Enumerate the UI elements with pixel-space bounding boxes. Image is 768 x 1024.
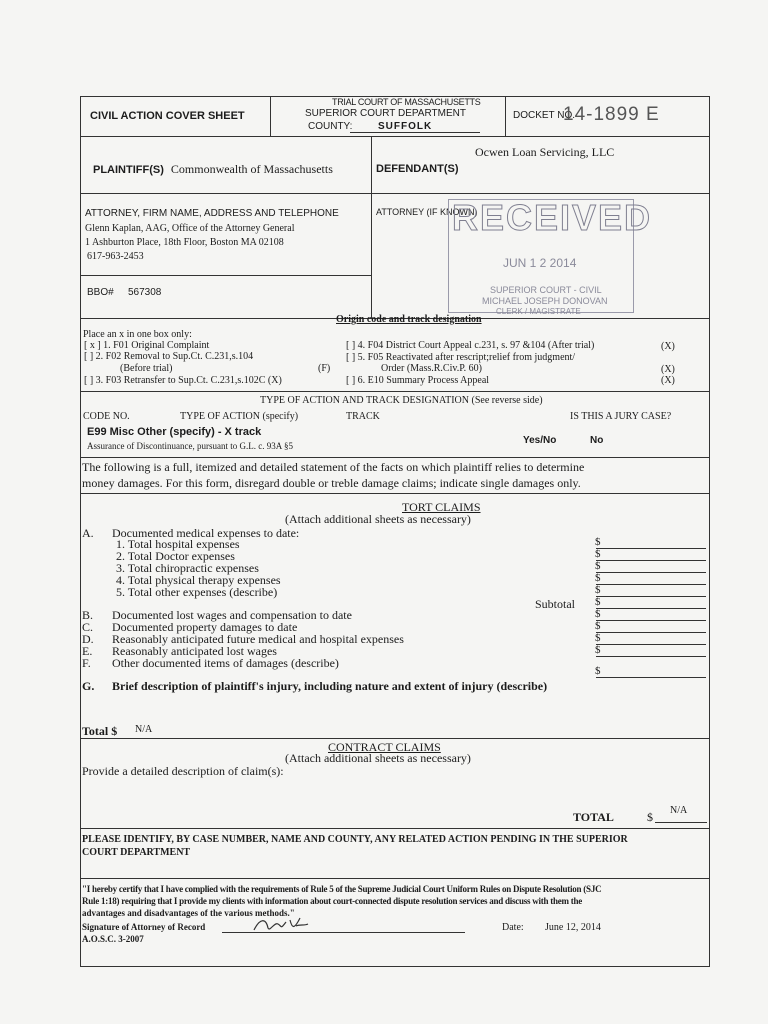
origin-option-2-code: (F) — [318, 363, 331, 374]
frame-bottom — [80, 966, 710, 967]
defendant-attorney-label: ATTORNEY (IF KNOWN) — [376, 207, 478, 217]
tort-e-text: Reasonably anticipated lost wages — [112, 644, 277, 658]
tort-a-letter: A. — [82, 526, 94, 540]
docket-label: DOCKET NO. — [513, 110, 576, 121]
attorney-label: ATTORNEY, FIRM NAME, ADDRESS AND TELEPHONE — [85, 208, 339, 219]
dollar-sign: $ — [595, 584, 601, 596]
statement-line1: The following is a full, itemized and detailed statement of the facts on which plaintiff relies to determine — [82, 460, 585, 474]
form-title: CIVIL ACTION COVER SHEET — [90, 110, 245, 122]
tort-c-text: Documented property damages to date — [112, 620, 298, 634]
stamp-line1: SUPERIOR COURT - CIVIL — [490, 285, 602, 295]
signature-image — [250, 914, 310, 934]
tort-g-text: Brief description of plaintiff's injury, including nature and extent of injury (describe) — [112, 679, 548, 693]
plaintiff-label: PLAINTIFF(S) — [93, 164, 164, 176]
amount-line[interactable] — [596, 596, 706, 597]
dollar-sign: $ — [595, 548, 601, 560]
stamp-line3: CLERK / MAGISTRATE — [496, 307, 581, 316]
code-label: CODE NO. — [83, 411, 130, 422]
amount-line[interactable] — [596, 608, 706, 609]
origin-option-2: [ ] 2. F02 Removal to Sup.Ct. C.231,s.104 — [84, 351, 254, 362]
origin-option-1: [ x ] 1. F01 Original Complaint — [84, 340, 210, 351]
tort-d-letter: D. — [82, 632, 94, 646]
tort-f-text: Other documented items of damages (describe) — [112, 656, 339, 670]
origin-instruction: Place an x in one box only: — [83, 329, 192, 340]
stamp-date: JUN 1 2 2014 — [503, 256, 577, 270]
stamp-line2: MICHAEL JOSEPH DONOVAN — [482, 296, 608, 306]
attorney-name: Glenn Kaplan, AAG, Office of the Attorney General — [85, 223, 295, 234]
dollar-sign: $ — [595, 665, 601, 677]
tort-e-letter: E. — [82, 644, 93, 658]
origin-option-4-code: (X) — [661, 341, 675, 352]
tort-b-letter: B. — [82, 608, 94, 622]
court-department: SUPERIOR COURT DEPARTMENT — [305, 108, 466, 119]
amount-line[interactable] — [596, 656, 706, 657]
form-number: A.O.S.C. 3-2007 — [82, 934, 144, 944]
origin-option-2-note: (Before trial) — [120, 363, 173, 374]
date-value: June 12, 2014 — [545, 922, 601, 933]
type-title: TYPE OF ACTION AND TRACK DESIGNATION (See reverse side) — [260, 395, 543, 406]
tort-subtotal: Subtotal — [535, 597, 576, 611]
bbo-label: BBO# — [87, 287, 114, 298]
origin-option-4: [ ] 4. F04 District Court Appeal c.231, s. 97 &104 (After trial) — [346, 340, 595, 351]
related-line1: PLEASE IDENTIFY, BY CASE NUMBER, NAME AND COUNTY, ANY RELATED ACTION PENDING IN THE SUPERIOR — [82, 834, 628, 845]
tort-item-2: 2. Total Doctor expenses — [116, 549, 235, 563]
signature-label: Signature of Attorney of Record — [82, 922, 206, 932]
date-label: Date: — [502, 922, 524, 933]
amount-line[interactable] — [596, 620, 706, 621]
contract-total-label: TOTAL — [573, 810, 614, 824]
frame-left — [80, 96, 81, 966]
track-label: TRACK — [346, 411, 380, 422]
certify-line3: advantages and disadvantages of the various methods." — [82, 908, 295, 918]
amount-line[interactable] — [596, 632, 706, 633]
dollar-sign: $ — [595, 632, 601, 644]
tort-d-text: Reasonably anticipated future medical and hospital expenses — [112, 632, 404, 646]
plaintiff-value: Commonwealth of Massachusetts — [170, 162, 333, 176]
dollar-sign: $ — [595, 536, 601, 548]
tort-b-text: Documented lost wages and compensation to date — [112, 608, 352, 622]
dollar-sign: $ — [595, 644, 601, 656]
contract-title: CONTRACT CLAIMS — [328, 740, 441, 754]
dollar-sign: $ — [595, 596, 601, 608]
court-name: TRIAL COURT OF MASSACHUSETTS — [332, 97, 481, 107]
dollar-sign: $ — [595, 620, 601, 632]
contract-total-dollar: $ — [647, 810, 653, 824]
plaintiff-line — [93, 160, 333, 178]
origin-option-5: [ ] 5. F05 Reactivated after rescript;relief from judgment/ — [346, 352, 576, 363]
tort-c-letter: C. — [82, 620, 94, 634]
county-value: SUFFOLK — [378, 121, 433, 132]
amount-line[interactable] — [596, 644, 706, 645]
amount-line[interactable] — [596, 584, 706, 585]
tort-title: TORT CLAIMS — [402, 500, 481, 514]
contract-total-value: N/A — [670, 805, 688, 816]
attorney-address: 1 Ashburton Place, 18th Floor, Boston MA 02108 — [85, 237, 284, 248]
origin-option-6-code: (X) — [661, 375, 675, 386]
defendant-label: DEFENDANT(S) — [376, 163, 459, 175]
dollar-sign: $ — [595, 560, 601, 572]
attorney-phone: 617-963-2453 — [87, 251, 144, 262]
tort-item-4: 4. Total physical therapy expenses — [116, 573, 281, 587]
tort-g-letter: G. — [82, 679, 95, 693]
yesno-label: Yes/No — [523, 435, 557, 446]
amount-line[interactable] — [596, 560, 706, 561]
tort-item-3: 3. Total chiropractic expenses — [116, 561, 259, 575]
origin-title: Origin code and track designation — [336, 314, 482, 325]
tort-item-5: 5. Total other expenses (describe) — [116, 585, 278, 599]
tort-a-text: Documented medical expenses to date: — [112, 526, 300, 540]
certify-line2: Rule 1:18) requiring that I provide my clients with information about court-connected dispute resolution services and discuss with them the — [82, 896, 583, 906]
defendant-value: Ocwen Loan Servicing, LLC — [475, 145, 615, 159]
frame-right — [709, 96, 710, 966]
amount-line[interactable] — [596, 548, 706, 549]
docket-number: 14-1899 E — [563, 104, 660, 125]
related-line2: COURT DEPARTMENT — [82, 847, 191, 858]
type-assurance: Assurance of Discontinuance, pursuant to G.L. c. 93A §5 — [87, 441, 293, 451]
jury-label: IS THIS A JURY CASE? — [570, 411, 672, 422]
tort-total-label: Total $ — [82, 724, 118, 738]
certify-line1: "I hereby certify that I have complied with the requirements of Rule 5 of the Supreme Judicial Court Uniform Rules on Dispute Resolution (SJC — [82, 884, 602, 894]
type-label: TYPE OF ACTION (specify) — [180, 411, 299, 422]
contract-attach: (Attach additional sheets as necessary) — [285, 751, 471, 765]
origin-option-5-code: (X) — [661, 364, 675, 375]
type-value: E99 Misc Other (specify) - X track — [87, 426, 262, 438]
amount-line[interactable] — [596, 677, 706, 678]
dollar-sign: $ — [595, 572, 601, 584]
origin-option-5-note: Order (Mass.R.Civ.P. 60) — [381, 363, 483, 374]
tort-item-1: 1. Total hospital expenses — [116, 537, 240, 551]
dollar-sign: $ — [595, 608, 601, 620]
stamp-received: RECEIVED — [452, 197, 653, 238]
contract-provide: Provide a detailed description of claim(s): — [82, 764, 284, 778]
origin-option-6: [ ] 6. E10 Summary Process Appeal — [346, 375, 490, 386]
county-label: COUNTY: — [308, 121, 353, 132]
tort-total-value: N/A — [135, 724, 153, 735]
bbo-value: 567308 — [128, 287, 162, 298]
tort-attach: (Attach additional sheets as necessary) — [285, 512, 471, 526]
amount-line[interactable] — [596, 572, 706, 573]
jury-value: No — [590, 435, 604, 446]
origin-option-3: [ ] 3. F03 Retransfer to Sup.Ct. C.231,s.102C (X) — [84, 375, 282, 386]
tort-f-letter: F. — [82, 656, 91, 670]
statement-line2: money damages. For this form, disregard double or treble damage claims; indicate single damages only. — [82, 476, 581, 490]
